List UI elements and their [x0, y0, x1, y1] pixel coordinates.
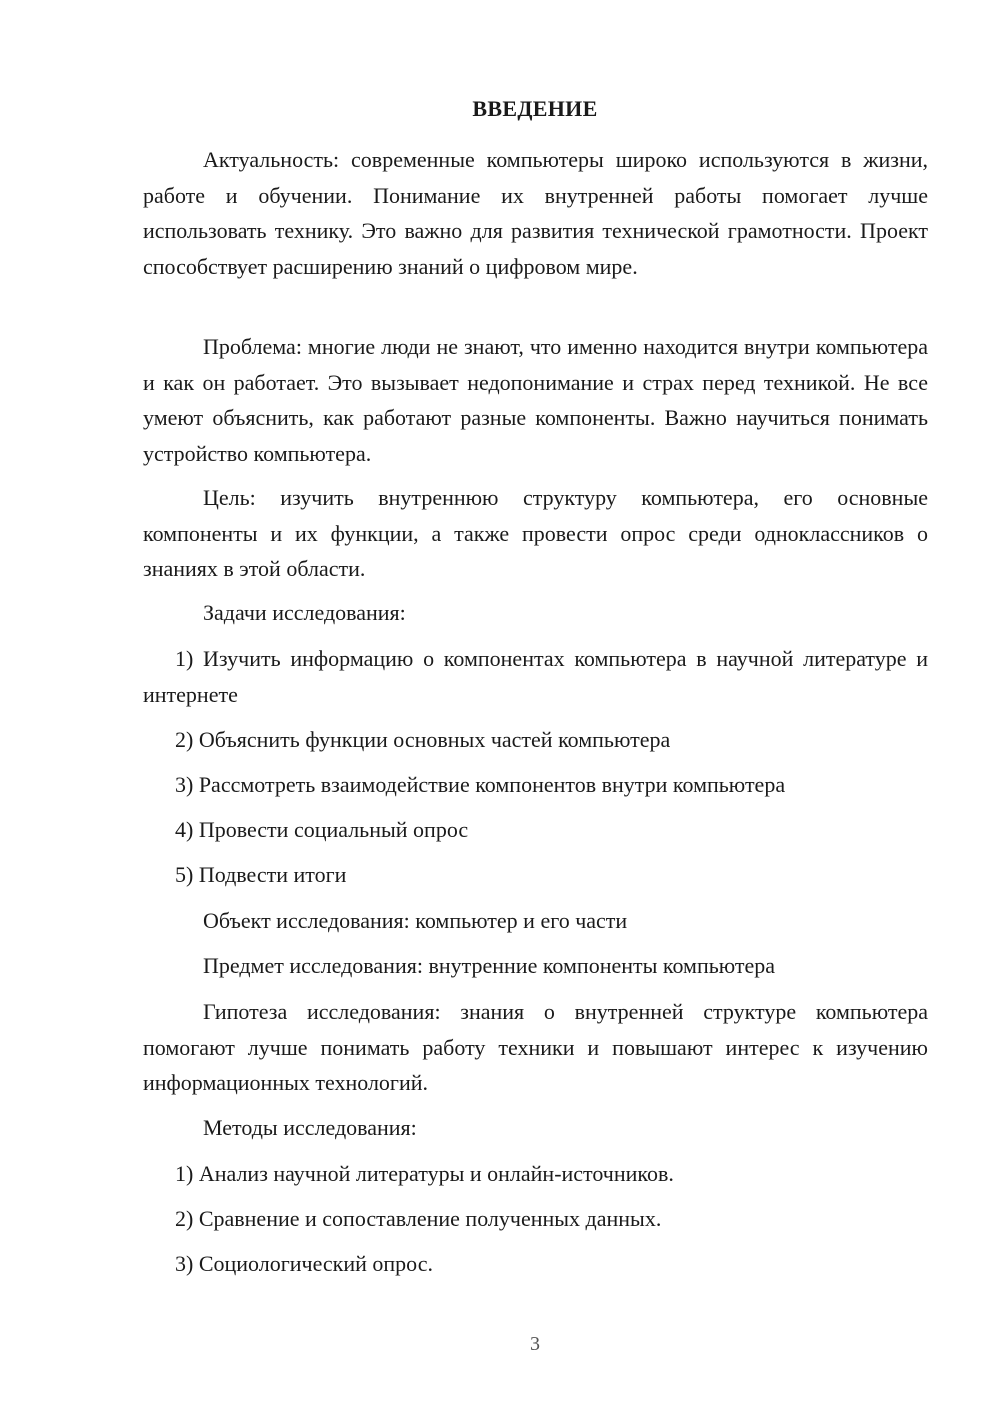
- problem-paragraph: Проблема: многие люди не знают, что именно находится внутри компьютера и как он работает. Это вызывает недопонимание и страх перед техникой. Не все умеют объяснить, как работают разные компоненты. Важно научиться понимать устройство компьютера.: [143, 334, 928, 466]
- page-number: 3: [530, 1333, 540, 1355]
- section-title: ВВЕДЕНИЕ: [472, 96, 598, 121]
- subject-line: Предмет исследования: внутренние компоненты компьютера: [203, 953, 776, 978]
- task-item-4: 4) Провести социальный опрос: [175, 817, 469, 842]
- tasks-heading: Задачи исследования:: [203, 600, 406, 625]
- method-item-2: 2) Сравнение и сопоставление полученных данных.: [175, 1206, 662, 1231]
- method-item-1: 1) Анализ научной литературы и онлайн-источников.: [175, 1161, 674, 1186]
- method-item-3: 3) Социологический опрос.: [175, 1251, 433, 1276]
- hypothesis-paragraph: Гипотеза исследования: знания о внутренней структуре компьютера помогают лучше понимать работу техники и повышают интерес к изучению информационных технологий.: [143, 999, 928, 1095]
- object-line: Объект исследования: компьютер и его части: [203, 908, 628, 933]
- methods-heading: Методы исследования:: [203, 1115, 417, 1140]
- task-item-5: 5) Подвести итоги: [175, 862, 347, 887]
- goal-paragraph: Цель: изучить внутреннюю структуру компьютера, его основные компоненты и их функции, а также провести опрос среди одноклассников о знаниях в этой области.: [143, 485, 928, 581]
- task-item-1: 1) Изучить информацию о компонентах компьютера в научной литературе и интернете: [143, 646, 928, 707]
- task-item-2: 2) Объяснить функции основных частей компьютера: [175, 727, 671, 752]
- task-item-3: 3) Рассмотреть взаимодействие компонентов внутри компьютера: [175, 772, 786, 797]
- relevance-paragraph: Актуальность: современные компьютеры широко используются в жизни, работе и обучении. Понимание их внутренней работы помогает лучше использовать технику. Это важно для развития технической грамотности. Проект способствует расширению знаний о цифровом мире.: [143, 147, 928, 279]
